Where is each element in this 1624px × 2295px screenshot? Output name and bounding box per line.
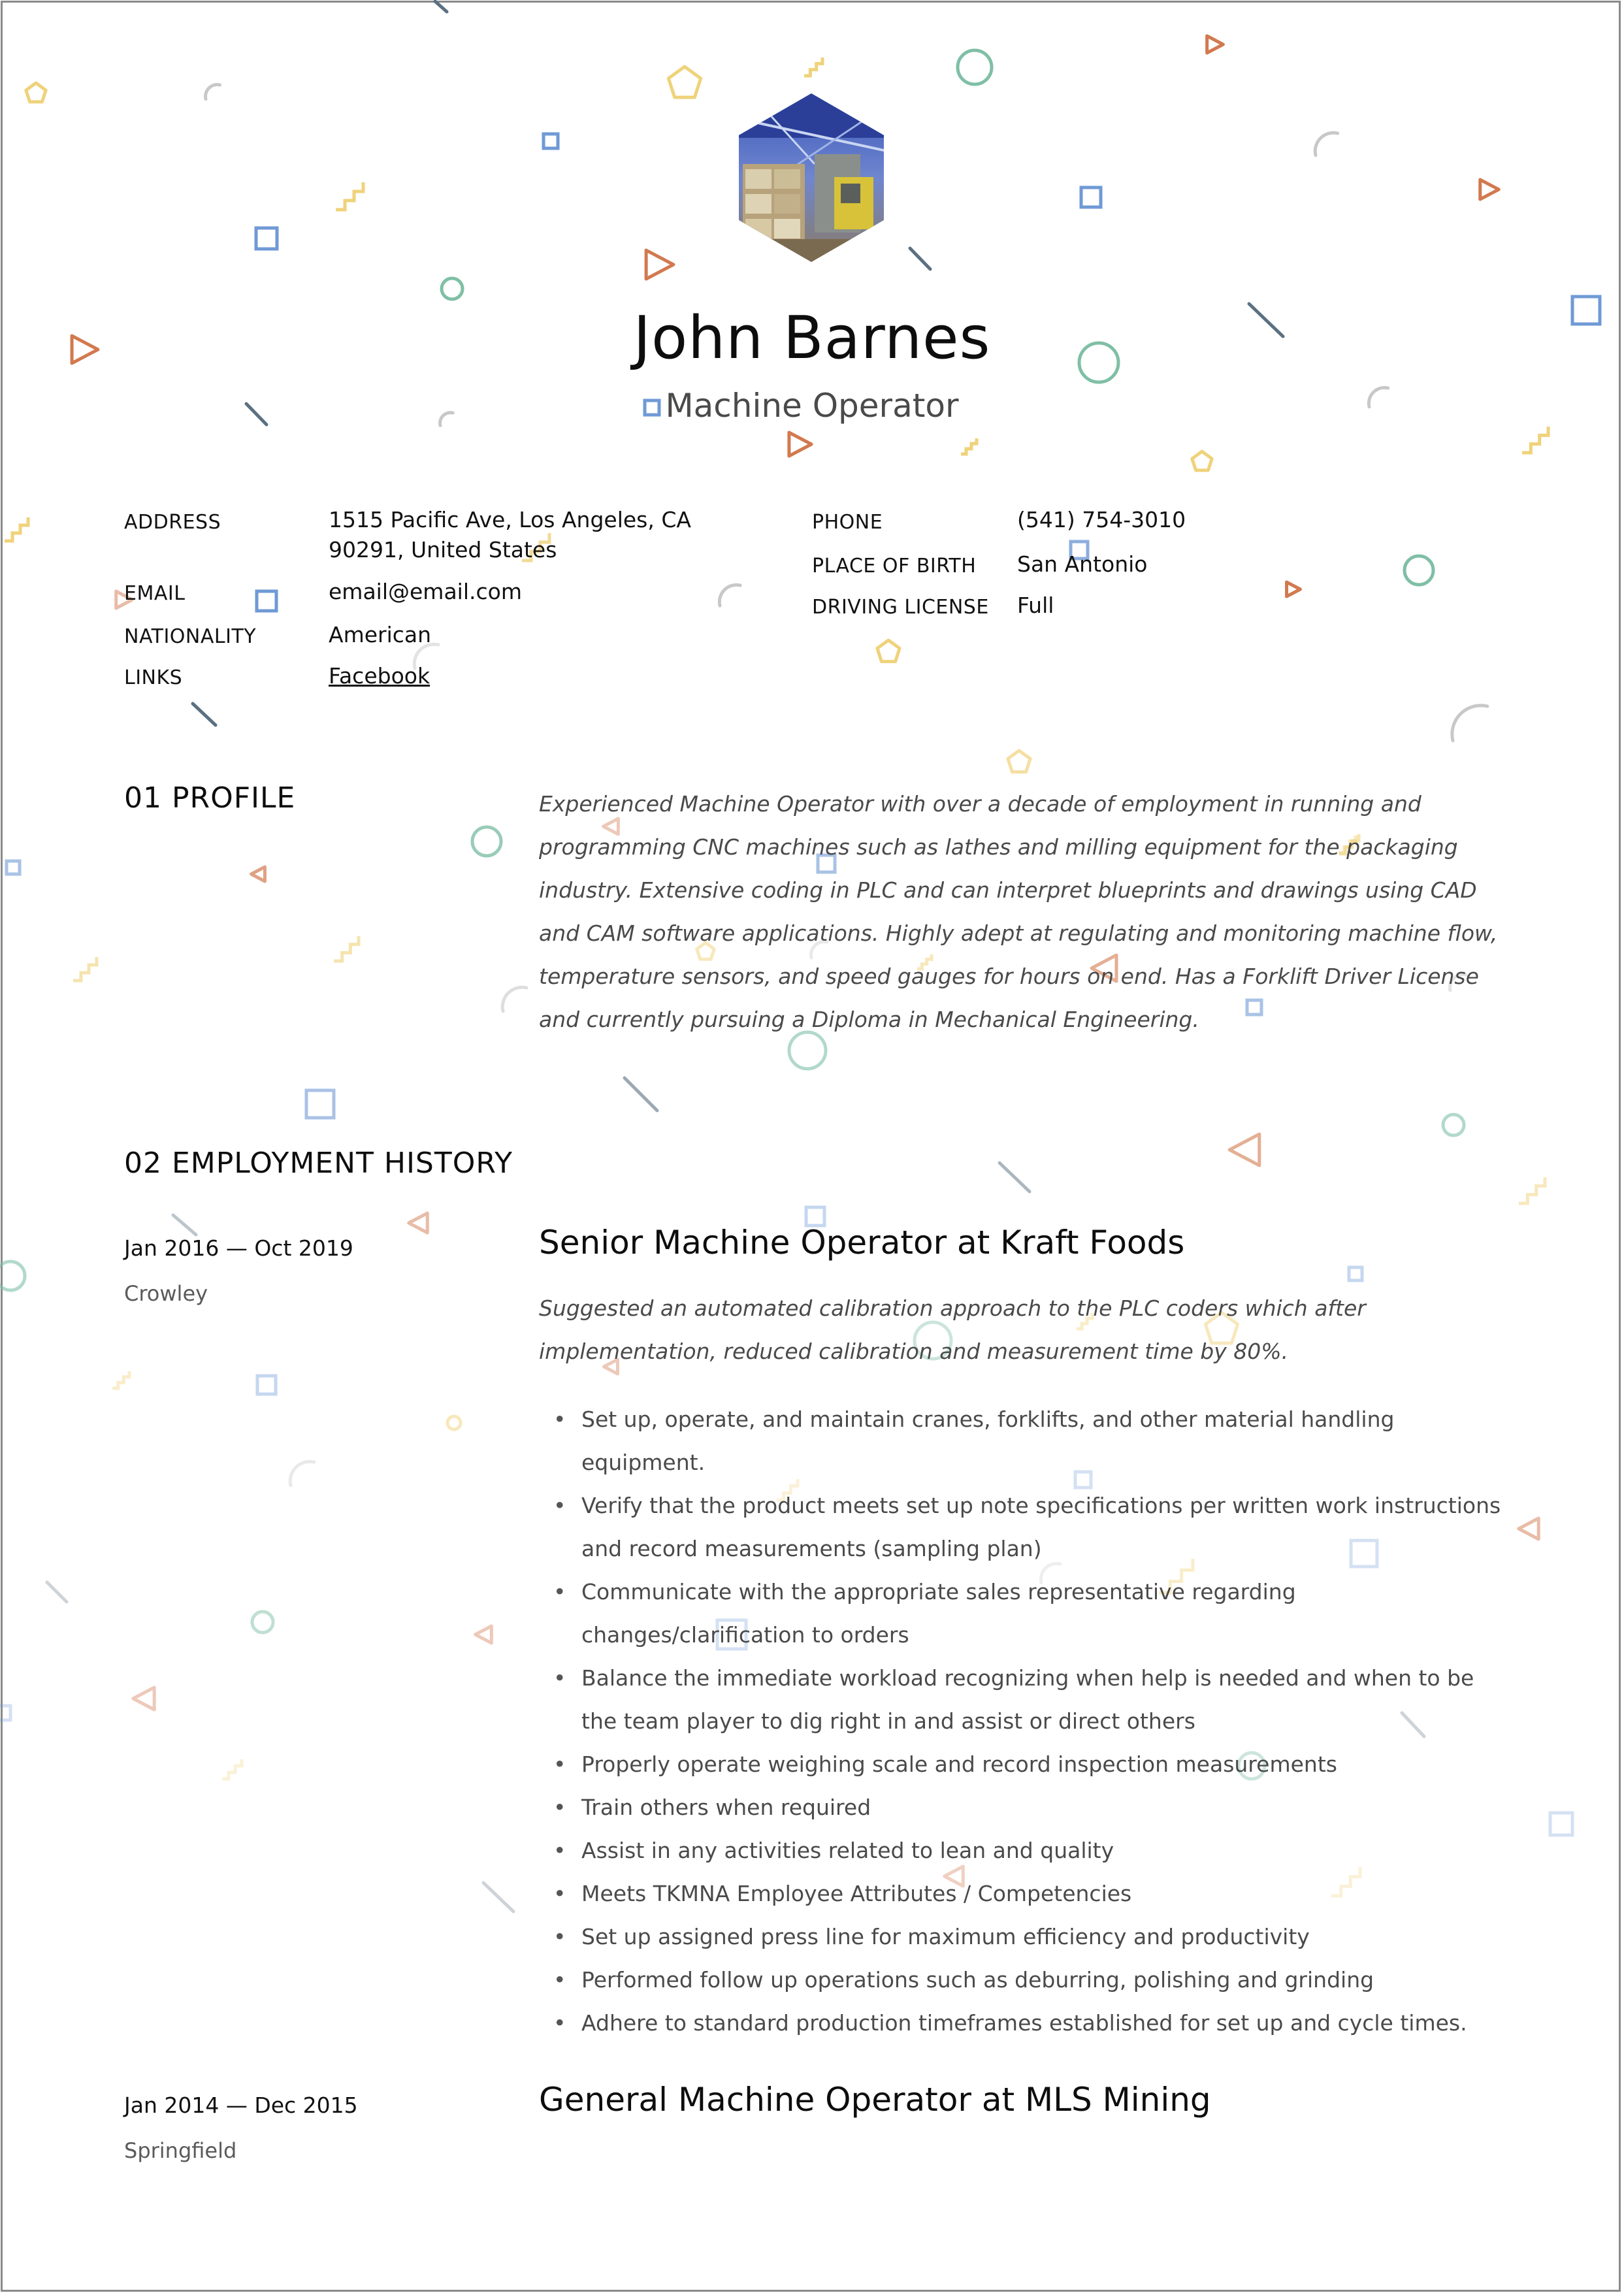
profile-text: Experienced Machine Operator with over a decade of employment in running and programming CNC machines such as lathes and milling equipment for the packaging industry. Extensive coding in PLC and can interpret blueprints and drawings using CAD and CAM software applications. Highly adept at regulating and monitoring machine flow, temperature sensors, and speed gauges for hours on end. Has a Forklift Driver License and currently pursuing a Diploma in Mechanical Engineering. xyxy=(539,791,1498,1032)
list-item: • Train others when required xyxy=(539,1786,1506,1829)
address-line-1: 1515 Pacific Ave, Los Angeles, CA xyxy=(329,507,691,532)
birthplace-label: PLACE OF BIRTH xyxy=(812,555,977,578)
list-item: • Set up, operate, and maintain cranes, forklifts, and other material handling equipment. xyxy=(539,1398,1506,1484)
job-1-city: Crowley xyxy=(124,1281,208,1306)
phone-value: (541) 754-3010 xyxy=(1017,507,1186,532)
links-label: LINKS xyxy=(124,666,183,689)
job-2-heading: General Machine Operator at MLS Mining xyxy=(539,2081,1211,2119)
list-item: • Performed follow up operations such as deburring, polishing and grinding xyxy=(539,1959,1506,2002)
address-line-2: 90291, United States xyxy=(329,537,557,562)
email-value: email@email.com xyxy=(329,579,522,604)
job-1-summary: Suggested an automated calibration approach to the PLC coders which after implementation, reduced calibration and measurement time by 80%. xyxy=(539,1295,1366,1364)
list-item: • Communicate with the appropriate sales representative regarding changes/clarification to orders xyxy=(539,1571,1506,1657)
email-label: EMAIL xyxy=(124,582,186,605)
profile-section-title: 01 PROFILE xyxy=(124,781,296,815)
list-item: • Meets TKMNA Employee Attributes / Competencies xyxy=(539,1872,1506,1915)
address-label: ADDRESS xyxy=(124,511,221,534)
job-2-city: Springfield xyxy=(124,2138,237,2163)
license-label: DRIVING LICENSE xyxy=(812,596,989,619)
nationality-label: NATIONALITY xyxy=(124,625,257,648)
candidate-name: John Barnes xyxy=(633,304,991,372)
birthplace-value: San Antonio xyxy=(1017,551,1148,577)
list-item: • Properly operate weighing scale and record inspection measurements xyxy=(539,1743,1506,1786)
nationality-value: American xyxy=(329,622,432,647)
list-item: • Set up assigned press line for maximum efficiency and productivity xyxy=(539,1915,1506,1959)
facebook-link[interactable]: Facebook xyxy=(329,663,430,689)
list-item: • Balance the immediate workload recognizing when help is needed and when to be the team player to dig right in and assist or direct others xyxy=(539,1657,1506,1743)
license-value: Full xyxy=(1017,593,1054,618)
profile-photo xyxy=(736,92,886,263)
job-1-heading: Senior Machine Operator at Kraft Foods xyxy=(539,1224,1185,1261)
job-1-responsibilities xyxy=(539,1398,1506,2045)
list-item: • Verify that the product meets set up note specifications per written work instructions and record measurements (sampling plan) xyxy=(539,1484,1506,1571)
candidate-title: Machine Operator xyxy=(665,387,959,425)
phone-label: PHONE xyxy=(812,511,883,534)
job-1-dates: Jan 2016 — Oct 2019 xyxy=(124,1235,353,1261)
job-2-dates: Jan 2014 — Dec 2015 xyxy=(124,2092,358,2118)
employment-section-title: 02 EMPLOYMENT HISTORY xyxy=(124,1147,513,1180)
list-item: • Adhere to standard production timeframes established for set up and cycle times. xyxy=(539,2002,1506,2045)
list-item: • Assist in any activities related to lean and quality xyxy=(539,1829,1506,1872)
